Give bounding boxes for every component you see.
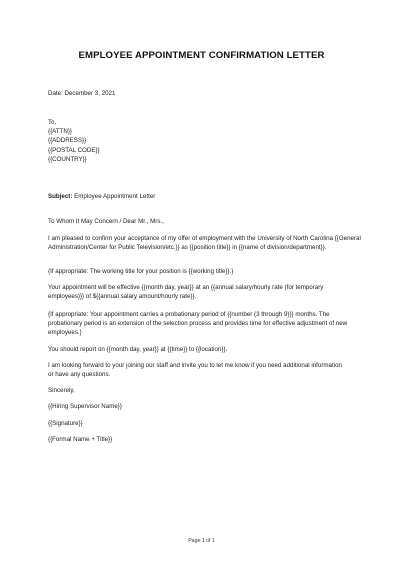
hiring-supervisor-name: {{Hiring Supervisor Name}} xyxy=(48,403,122,410)
salutation: To Whom It May Concern / Dear Mr., Mrs., xyxy=(48,218,164,225)
paragraph-5: You should report on {{month day, year}} at {{time}} to {{location}}. xyxy=(48,346,228,353)
address-to: To, xyxy=(48,119,57,126)
paragraph-2: {If appropriate: The working title for your position is {{working title}}.} xyxy=(48,268,234,275)
signature-placeholder: {{Signature}} xyxy=(48,420,83,427)
address-country: {{COUNTRY}} xyxy=(48,155,87,163)
paragraph-3: Your appointment will be effective {{month day, year}} at an {{annual salary/hourly rate (for temporary employees)}} of ${{annual salary amount/hourly rate}}. xyxy=(48,284,324,301)
paragraph-6: I am looking forward to your joining our staff and invite you to let me know if you need additional information or have any questions. xyxy=(48,362,342,379)
document-title: EMPLOYEE APPOINTMENT CONFIRMATION LETTER xyxy=(78,50,325,61)
closing: Sincerely, xyxy=(48,387,75,394)
subject-label: Subject: xyxy=(48,193,73,200)
page-number: Page 1 of 1 xyxy=(188,538,215,544)
recipient-address-block xyxy=(48,118,366,164)
subject-line xyxy=(48,192,366,201)
address-street: {{ADDRESS}} xyxy=(48,137,87,145)
address-postal-code: {{POSTAL CODE}} xyxy=(48,146,100,154)
address-attn: {{ATTN}} xyxy=(48,128,72,136)
paragraph-4: {If appropriate: Your appointment carries a probationary period of {{number (3 through 9)}} months. The probationary period is an extension of the selection process and provides time for effective adjustment of new employees.} xyxy=(48,311,348,337)
formal-name-title: {{Formal Name + Title}} xyxy=(48,436,113,443)
letter-date: Date: December 3, 2021 xyxy=(48,90,116,97)
paragraph-1: I am pleased to confirm your acceptance of my offer of employment with the University of North Carolina {{General Administration/Center for Public Television/etc.}} as {{position title}} in {{name of division/department}}. xyxy=(48,235,361,252)
subject-text: Employee Appointment Letter xyxy=(72,193,156,200)
